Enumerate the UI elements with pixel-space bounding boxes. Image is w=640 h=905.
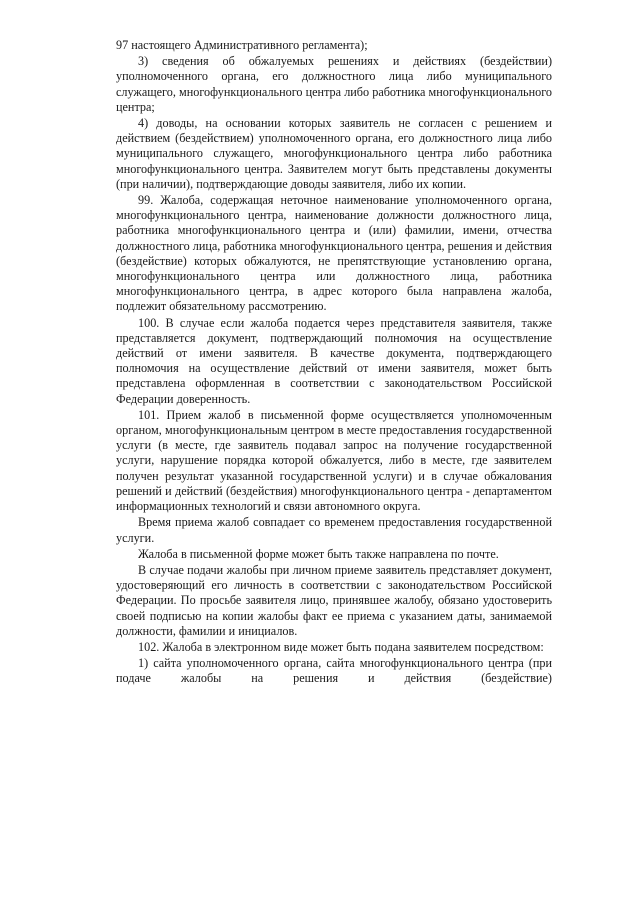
paragraph-101: 101. Прием жалоб в письменной форме осуществляется уполномоченным органом, многофункциональным центром в месте предоставления государственной услуги (в месте, где заявитель подавал запрос на получение государственной услуги, нарушение порядка которой обжалуется, либо в месте, где заявителем получен результат указанной государственной услуги) и в случае обжалования решений и действий (бездействия) многофункционального центра - департаментом информационных технологий и связи автономного округа. [116, 407, 552, 514]
paragraph-continuation: 97 настоящего Административного регламента); [116, 38, 368, 52]
paragraph-personal-reception: В случае подачи жалобы при личном приеме заявитель представляет документ, удостоверяющий его личность в соответствии с законодательством Российской Федерации. По просьбе заявителя лицо, принявшее жалобу, обязано удостоверить своей подписью на копии жалобы факт ее приема с указанием даты, занимаемой должности, фамилии и инициалов. [116, 562, 552, 638]
document-body [116, 38, 552, 687]
paragraph-by-mail: Жалоба в письменной форме может быть также направлена по почте. [138, 546, 499, 561]
paragraph-102: 102. Жалоба в электронном виде может быть подана заявителем посредством: [138, 639, 544, 654]
paragraph-item-4: 4) доводы, на основании которых заявитель не согласен с решением и действием (бездействием) уполномоченного органа, его должностного лица либо муниципального служащего, многофункционального центра либо работника многофункционального центра. Заявителем могут быть представлены документы (при наличии), подтверждающие доводы заявителя, либо их копии. [116, 116, 552, 191]
paragraph-99: 99. Жалоба, содержащая неточное наименование уполномоченного органа, многофункционального центра, наименование должности должностного лица, работника многофункционального центра и (или) фамилии, имени, отчества должностного лица, работника многофункционального центра, решения и действия (бездействие) которых обжалуются, не препятствующие установлению органа, многофункционального центра или должностного лица, работника многофункционального центра, в адрес которого была направлена жалоба, подлежит обязательному рассмотрению. [116, 193, 552, 314]
paragraph-item-3: 3) сведения об обжалуемых решениях и действиях (бездействии) уполномоченного органа, его должностного лица либо муниципального служащего, многофункционального центра либо работника многофункционального центра; [116, 54, 552, 114]
paragraph-item-1: 1) сайта уполномоченного органа, сайта многофункционального центра (при подаче жалобы на решения и действия (бездействие) [116, 656, 552, 686]
paragraph-100: 100. В случае если жалоба подается через представителя заявителя, также представляется документ, подтверждающий полномочия на осуществление действий от имени заявителя. В качестве документа, подтверждающего полномочия на осуществление действий от имени заявителя, может быть представлена оформленная в соответствии с законодательством Российской Федерации доверенность. [116, 315, 552, 406]
paragraph-reception-time: Время приема жалоб совпадает со временем предоставления государственной услуги. [116, 515, 552, 545]
